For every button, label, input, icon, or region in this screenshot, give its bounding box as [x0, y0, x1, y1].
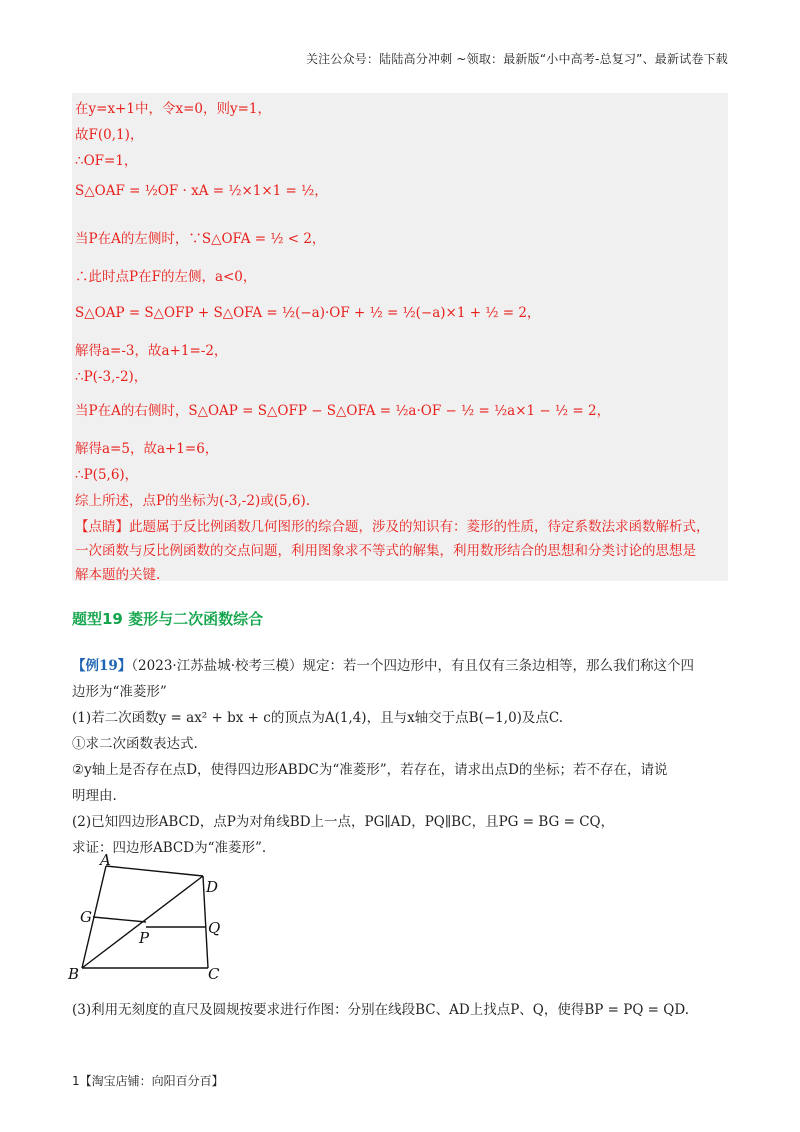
- label-c: C: [208, 965, 220, 983]
- page-header: 关注公众号：陆陆高分冲刺 ~领取：最新版“小中高考-总复习”、最新试卷下载: [305, 52, 728, 66]
- label-b: B: [68, 965, 80, 983]
- solution-line-4: S△OAF = ½OF · xA = ½×1×1 = ½，: [75, 183, 328, 199]
- solution-line-2: 故F(0,1)，: [75, 127, 144, 143]
- edge-ad: [106, 866, 203, 876]
- question-part-2-line-2: 求证：四边形ABCD为“准菱形”.: [72, 840, 267, 856]
- page-footer: 1【淘宝店铺：向阳百分百】: [72, 1074, 224, 1088]
- solution-line-3: ∴OF=1，: [75, 153, 138, 169]
- solution-line-6: ∴此时点P在F的左侧，a<0，: [75, 269, 257, 285]
- solution-line-10: 当P在A的右侧时，S△OAP = S△OFP − S△OFA = ½a·OF − ½ = ½a×1 − ½ = 2，: [75, 403, 611, 419]
- quadrilateral-figure: [66, 854, 236, 984]
- question-part-1: (1)若二次函数y = ax² + bx + c的顶点为A(1,4)，且与x轴交于点B(−1,0)及点C.: [72, 710, 564, 726]
- solution-line-9: ∴P(-3,-2)，: [75, 369, 148, 385]
- example-tag: 【例19】: [72, 658, 132, 674]
- solution-line-1: 在y=x+1中，令x=0，则y=1，: [75, 101, 271, 117]
- question-intro-1: [72, 654, 694, 674]
- solution-line-5: 当P在A的左侧时，∵S△OFA = ½ < 2，: [75, 231, 326, 247]
- label-q: Q: [208, 919, 221, 937]
- label-a: A: [100, 854, 111, 869]
- question-part-3: (3)利用无刻度的直尺及圆规按要求进行作图：分别在线段BC、AD上找点P、Q，使得BP = PQ = QD.: [72, 1002, 689, 1018]
- segment-pg: [93, 917, 146, 922]
- question-part-1b-line-2: 明理由.: [72, 788, 117, 804]
- question-part-2-line-1: (2)已知四边形ABCD，点P为对角线BD上一点，PG∥AD，PQ∥BC，且PG = BG = CQ，: [72, 814, 615, 830]
- solution-line-13: 综上所述，点P的坐标为(-3,-2)或(5,6).: [75, 493, 311, 509]
- question-part-1a: ①求二次函数表达式.: [72, 736, 198, 752]
- label-p: P: [139, 929, 150, 947]
- solution-line-7: S△OAP = S△OFP + S△OFA = ½(−a)·OF + ½ = ½(−a)×1 + ½ = 2，: [75, 305, 541, 321]
- label-g: G: [80, 908, 92, 926]
- note-line-2: 一次函数与反比例函数的交点问题，利用图象求不等式的解集，利用数形结合的思想和分类讨论的思想是: [75, 543, 696, 559]
- note-tag: 【点睛】: [75, 519, 129, 535]
- label-d: D: [206, 878, 219, 896]
- solution-line-12: ∴P(5,6)，: [75, 467, 139, 483]
- note-text-1: 此题属于反比例函数几何图形的综合题，涉及的知识有：菱形的性质，待定系数法求函数解析式，: [129, 519, 710, 535]
- solution-line-8: 解得a=-3，故a+1=-2，: [75, 343, 228, 359]
- question-part-1b-line-1: ②y轴上是否存在点D，使得四边形ABDC为“准菱形”，若存在，请求出点D的坐标；若不存在，请说: [72, 762, 668, 778]
- section-title: 题型19 菱形与二次函数综合: [72, 610, 264, 628]
- note-line-3: 解本题的关键.: [75, 567, 161, 583]
- solution-box: [72, 93, 728, 581]
- intro-text-1: （2023·江苏盐城·校考三模）规定：若一个四边形中，有且仅有三条边相等，那么我们称这个四: [131, 658, 694, 674]
- note-line-1: [75, 515, 710, 535]
- solution-line-11: 解得a=5，故a+1=6，: [75, 441, 219, 457]
- question-intro-2: 边形为“准菱形”: [72, 684, 167, 700]
